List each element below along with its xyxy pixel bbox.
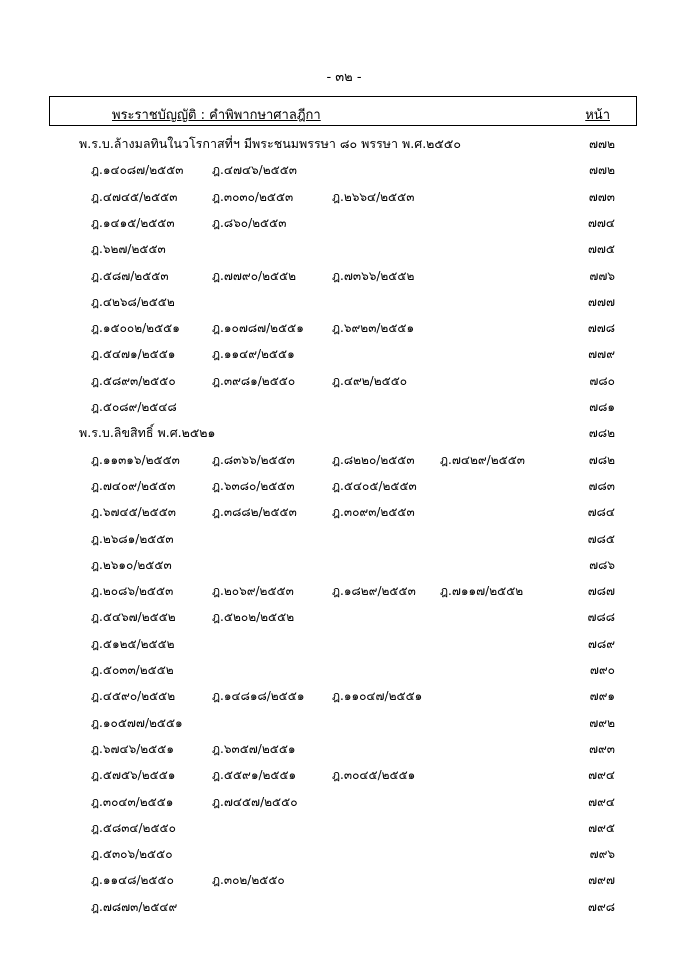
page-ref: ๗๙๔ (588, 768, 615, 783)
page-ref: ๗๗๒ (589, 137, 615, 151)
case-reference: ฎ.๓๘๘๒/๒๕๕๓ (212, 505, 297, 520)
page-ref: ๗๘๕ (587, 531, 615, 546)
case-row (0, 765, 688, 785)
case-row (0, 897, 688, 917)
case-reference: ฎ.๕๐๓๓/๒๕๕๒ (91, 663, 174, 677)
page-ref: ๗๙๔ (588, 794, 615, 809)
case-reference: ฎ.๖๓๘๐/๒๕๕๓ (212, 478, 295, 493)
header-title: พระราชบัญญัติ : คำพิพากษาศาลฎีกา (112, 108, 321, 123)
case-reference: ฎ.๕๘๗/๒๕๕๓ (91, 268, 169, 283)
case-reference: ฎ.๑๑๔๙/๒๕๕๑ (212, 347, 295, 362)
case-row (0, 634, 688, 654)
act-row (0, 423, 688, 443)
case-reference: ฎ.๕๔๖๗/๒๕๕๒ (91, 610, 176, 625)
case-reference: ฎ.๓๐๒/๒๕๕๐ (212, 873, 285, 888)
page-ref: ๗๘๑ (589, 400, 615, 414)
case-row (0, 818, 688, 838)
case-row (0, 160, 688, 180)
page-ref: ๗๗๔ (587, 215, 615, 230)
case-reference: ฎ.๑๑๔๘/๒๕๕๐ (91, 873, 174, 888)
case-reference: ฎ.๓๐๓๐/๒๕๕๓ (212, 189, 294, 204)
case-row (0, 213, 688, 233)
page-ref: ๗๘๖ (589, 557, 615, 572)
case-row (0, 397, 688, 417)
case-reference: ฎ.๕๒๐๒/๒๕๕๒ (212, 610, 295, 625)
case-reference: ฎ.๒๐๘๖/๒๕๕๓ (91, 584, 174, 599)
case-row (0, 239, 688, 259)
case-reference: ฎ.๕๘๙๓/๒๕๕๐ (91, 373, 176, 388)
case-reference: ฎ.๔๗๔๖/๒๕๕๓ (212, 163, 297, 178)
case-reference: ฎ.๕๘๓๔/๒๕๕๐ (91, 820, 176, 835)
page-ref: ๗๗๘ (587, 321, 615, 336)
case-reference: ฎ.๑๔๐๘๗/๒๕๕๓ (91, 163, 184, 178)
case-reference: ฎ.๔๗๔๕/๒๕๕๓ (91, 189, 178, 204)
case-reference: ฎ.๑๐๗๘๗/๒๕๕๑ (212, 321, 304, 336)
case-row (0, 739, 688, 759)
page-ref: ๗๗๓ (588, 189, 615, 204)
case-reference: ฎ.๘๖๐/๒๕๕๓ (212, 215, 287, 230)
case-reference: ฎ.๕๕๙๑/๒๕๕๑ (212, 768, 297, 783)
case-reference: ฎ.๗๓๖๖/๒๕๕๒ (332, 268, 415, 283)
case-reference: ฎ.๕๑๒๕/๒๕๕๒ (91, 636, 175, 651)
case-reference: ฎ.๒๐๖๙/๒๕๕๓ (212, 584, 294, 599)
page-ref: ๗๘๒ (588, 426, 615, 441)
case-reference: ฎ.๑๑๓๑๖/๒๕๕๓ (91, 452, 180, 467)
case-row (0, 660, 688, 680)
case-reference: ฎ.๘๓๖๖/๒๕๕๓ (212, 452, 295, 467)
case-reference: ฎ.๔๙๒/๒๕๕๐ (332, 373, 408, 388)
page-ref: ๗๗๗ (587, 294, 615, 309)
case-reference: ฎ.๒๖๘๑/๒๕๕๓ (91, 531, 174, 546)
case-reference: ฎ.๓๐๔๓/๒๕๕๑ (91, 794, 174, 809)
case-row (0, 792, 688, 812)
case-reference: ฎ.๕๐๘๙/๒๕๔๘ (91, 400, 177, 414)
page-ref: ๗๘๘ (587, 610, 615, 625)
page-ref: ๗๘๐ (589, 373, 615, 388)
case-reference: ฎ.๑๔๘๑๘/๒๕๕๑ (212, 689, 305, 704)
case-reference: ฎ.๒๖๖๔/๒๕๕๓ (332, 189, 415, 204)
page-ref: ๗๗๒ (589, 163, 615, 178)
case-reference: ฎ.๔๕๙๐/๒๕๕๒ (91, 689, 176, 704)
case-reference: ฎ.๗๔๒๙/๒๕๕๓ (440, 452, 525, 467)
case-row (0, 686, 688, 706)
case-reference: ฎ.๑๕๐๐๒/๒๕๕๑ (91, 321, 180, 336)
page-ref: ๗๘๗ (587, 584, 615, 599)
page-ref: ๗๙๗ (588, 873, 615, 888)
case-reference: ฎ.๗๘๗๓/๒๕๔๙ (91, 899, 178, 914)
case-reference: ฎ.๔๒๖๘/๒๕๕๒ (91, 294, 175, 309)
case-reference: ฎ.๖๗๔๕/๒๕๕๓ (91, 505, 176, 520)
case-reference: ฎ.๗๑๑๗/๒๕๕๒ (440, 584, 524, 599)
case-reference: ฎ.๗๔๐๙/๒๕๕๓ (91, 478, 176, 493)
page-ref: ๗๘๔ (587, 505, 615, 520)
case-reference: ฎ.๗๗๙๐/๒๕๕๒ (212, 268, 297, 283)
page-ref: ๗๗๖ (589, 268, 615, 283)
case-reference: ฎ.๕๔๗๑/๒๕๕๑ (91, 347, 176, 362)
case-reference: ฎ.๕๗๕๖/๒๕๕๑ (91, 768, 176, 783)
case-reference: ฎ.๕๓๐๖/๒๕๕๐ (91, 847, 173, 862)
page-ref: ๗๗๕ (587, 242, 615, 257)
case-reference: ฎ.๖๓๕๗/๒๕๕๑ (212, 741, 296, 756)
page-ref: ๗๙๓ (588, 741, 615, 756)
case-reference: ฎ.๗๔๕๗/๒๕๕๐ (212, 794, 298, 809)
case-reference: ฎ.๖๒๗/๒๕๕๓ (91, 242, 166, 257)
case-row (0, 555, 688, 575)
case-reference: ฎ.๑๑๐๔๗/๒๕๕๑ (332, 689, 423, 704)
case-reference: ฎ.๘๒๒๐/๒๕๕๓ (332, 452, 415, 467)
act-row (0, 134, 688, 154)
case-row (0, 607, 688, 627)
case-reference: ฎ.๓๐๔๕/๒๕๕๑ (332, 768, 416, 783)
case-row (0, 713, 688, 733)
act-title: พ.ร.บ.ลิขสิทธิ์ พ.ศ.๒๕๒๑ (79, 425, 216, 441)
case-row (0, 344, 688, 364)
case-row (0, 292, 688, 312)
case-row (0, 187, 688, 207)
case-reference: ฎ.๒๖๑๐/๒๕๕๓ (91, 557, 172, 572)
case-row (0, 450, 688, 470)
case-reference: ฎ.๑๘๒๙/๒๕๕๓ (332, 584, 416, 599)
page-ref: ๗๙๑ (589, 689, 615, 704)
case-row (0, 266, 688, 286)
page-ref: ๗๘๓ (588, 478, 615, 493)
case-row (0, 870, 688, 890)
act-title: พ.ร.บ.ล้างมลทินในวโรกาสที่ฯ มีพระชนมพรรษา ๘๐ พรรษา พ.ศ.๒๕๕๐ (79, 136, 461, 151)
page-ref: ๗๘๒ (588, 452, 615, 467)
page-ref: ๗๙๕ (588, 820, 615, 835)
page-number: - ๓๒ - (326, 70, 362, 85)
page-ref: ๗๗๙ (588, 347, 615, 362)
case-row (0, 844, 688, 864)
case-row (0, 502, 688, 522)
case-row (0, 371, 688, 391)
header-page-label: หน้า (585, 108, 610, 123)
case-reference: ฎ.๓๙๘๑/๒๕๕๐ (212, 373, 296, 388)
case-reference: ฎ.๑๔๑๕/๒๕๕๓ (91, 215, 175, 230)
case-row (0, 581, 688, 601)
case-reference: ฎ.๓๐๙๓/๒๕๕๓ (332, 505, 415, 520)
case-reference: ฎ.๖๙๒๓/๒๕๕๑ (332, 321, 415, 336)
case-reference: ฎ.๖๗๔๖/๒๕๕๑ (91, 741, 174, 756)
page-ref: ๗๙๐ (589, 663, 615, 677)
case-row (0, 318, 688, 338)
page-ref: ๗๙๘ (587, 899, 615, 914)
case-reference: ฎ.๑๐๕๗๗/๒๕๕๑ (91, 715, 183, 730)
table-header (49, 96, 637, 126)
page-ref: ๗๙๒ (589, 715, 615, 730)
case-row (0, 529, 688, 549)
case-reference: ฎ.๕๔๐๕/๒๕๕๓ (332, 478, 417, 493)
page-ref: ๗๙๖ (589, 847, 615, 862)
page-ref: ๗๘๙ (587, 636, 615, 651)
case-row (0, 476, 688, 496)
